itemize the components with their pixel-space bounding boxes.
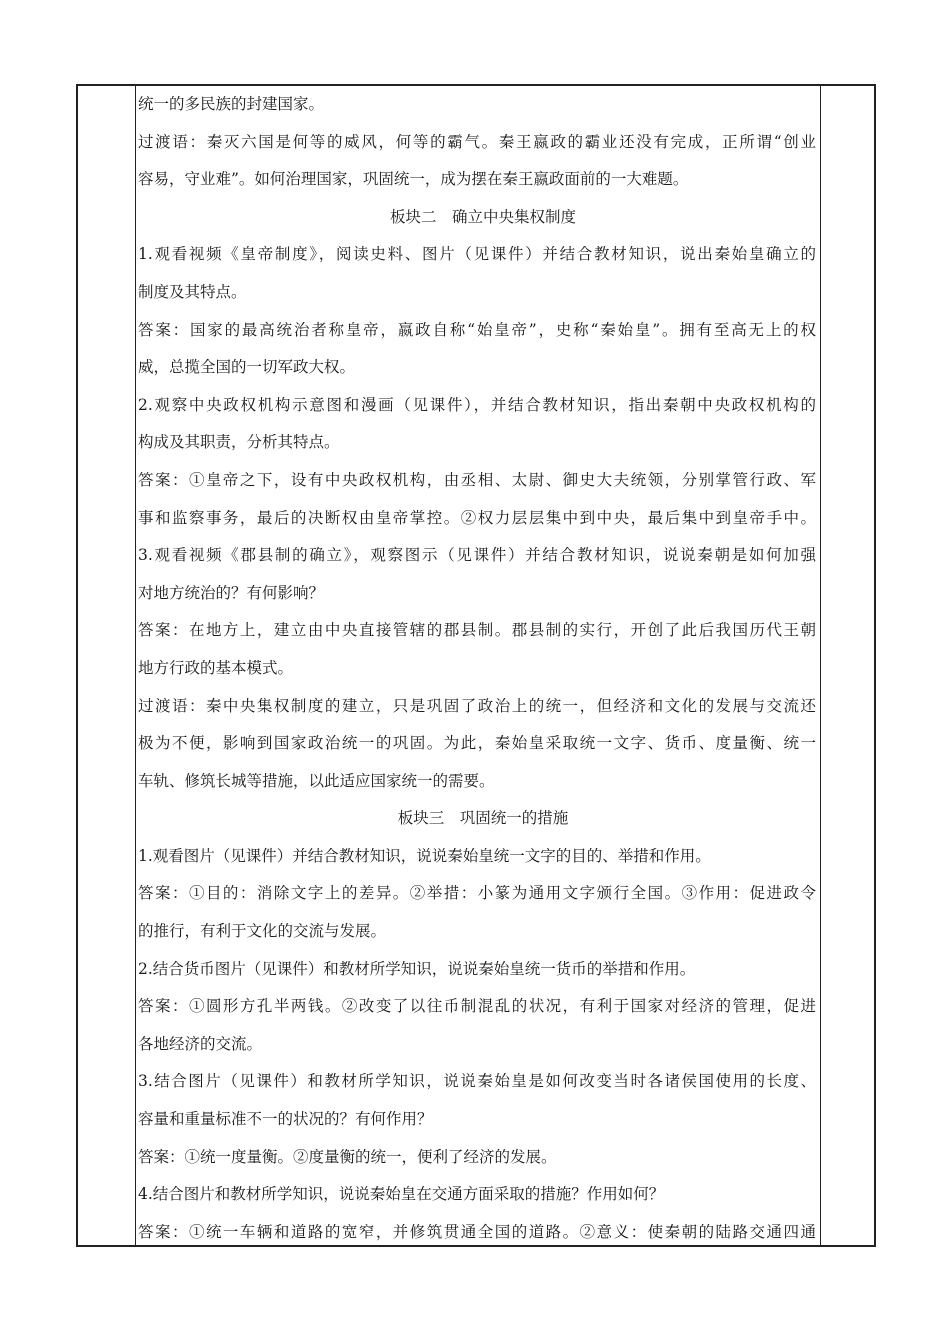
text-line: 容量和重量标准不一的状况的？有何作用？ xyxy=(138,1110,433,1129)
text-line: 统一的多民族的封建国家。 xyxy=(138,95,325,113)
text-line: 极为不便，影响到国家政治统一的巩固。为此，秦始皇采取统一文字、货币、度量衡、统一 xyxy=(138,734,816,753)
text-line: 答案：在地方上，建立由中央直接管辖的郡县制。郡县制的实行，开创了此后我国历代王朝 xyxy=(138,621,816,640)
text-line: 2.结合货币图片（见课件）和教材所学知识，说说秦始皇统一货币的举措和作用。 xyxy=(138,959,696,978)
text-line: 各地经济的交流。 xyxy=(138,1034,263,1053)
text-line: 事和监察事务，最后的决断权由皇帝掌控。②权力层层集中到中央，最后集中到皇帝手中。 xyxy=(138,508,816,527)
lesson-content-cell xyxy=(138,86,816,1251)
text-line: 的推行，有利于文化的交流与发展。 xyxy=(138,922,387,941)
text-line: 答案：①统一度量衡。②度量衡的统一，便利了经济的发展。 xyxy=(138,1147,557,1166)
section-heading: 板块三 巩固统一的措施 xyxy=(397,809,569,828)
text-line: 车轨、修筑长城等措施，以此适应国家统一的需要。 xyxy=(138,771,495,790)
text-line: 对地方统治的？有何影响？ xyxy=(138,583,325,602)
text-line: 构成及其职责，分析其特点。 xyxy=(138,433,340,452)
text-line: 1.观看图片（见课件）并结合教材知识，说说秦始皇统一文字的目的、举措和作用。 xyxy=(138,846,711,865)
text-line: 2.观察中央政权机构示意图和漫画（见课件），并结合教材知识，指出秦朝中央政权机构的 xyxy=(138,395,816,414)
text-line: 答案：①皇帝之下，设有中央政权机构，由丞相、太尉、御史大夫统领，分别掌管行政、军 xyxy=(138,470,816,489)
text-line: 答案：国家的最高统治者称皇帝，嬴政自称“始皇帝”，史称“秦始皇”。拥有至高无上的权 xyxy=(138,320,816,339)
text-line: 答案：①目的：消除文字上的差异。②举措：小篆为通用文字颁行全国。③作用：促进政令 xyxy=(138,884,816,903)
text-line: 威，总揽全国的一切军政大权。 xyxy=(138,358,356,377)
text-line: 答案：①圆形方孔半两钱。②改变了以往币制混乱的状况，有利于国家对经济的管理，促进 xyxy=(138,997,816,1016)
table-column-divider-left xyxy=(135,86,136,1245)
text-line: 3.观看视频《郡县制的确立》，观察图示（见课件）并结合教材知识，说说秦朝是如何加强 xyxy=(138,546,816,565)
text-line: 过渡语：秦灭六国是何等的威风，何等的霸气。秦王嬴政的霸业还没有完成，正所谓“创业 xyxy=(138,132,816,151)
table-column-divider-right xyxy=(820,86,821,1245)
text-line: 答案：①统一车辆和道路的宽窄，并修筑贯通全国的道路。②意义：使秦朝的陆路交通四通 xyxy=(138,1222,816,1241)
text-line: 1.观看视频《皇帝制度》，阅读史料、图片（见课件）并结合教材知识，说出秦始皇确立的 xyxy=(138,245,816,264)
section-heading: 板块二 确立中央集权制度 xyxy=(389,207,576,226)
text-line: 容易，守业难”。如何治理国家，巩固统一，成为摆在秦王嬴政面前的一大难题。 xyxy=(138,170,689,189)
text-line: 制度及其特点。 xyxy=(138,282,247,301)
text-line: 4.结合图片和教材所学知识，说说秦始皇在交通方面采取的措施？作用如何？ xyxy=(138,1185,665,1204)
text-line: 过渡语：秦中央集权制度的建立，只是巩固了政治上的统一，但经济和文化的发展与交流还 xyxy=(138,696,816,715)
text-line: 3.结合图片（见课件）和教材所学知识，说说秦始皇是如何改变当时各诸侯国使用的长度、 xyxy=(138,1072,816,1091)
text-line: 地方行政的基本模式。 xyxy=(138,658,294,677)
